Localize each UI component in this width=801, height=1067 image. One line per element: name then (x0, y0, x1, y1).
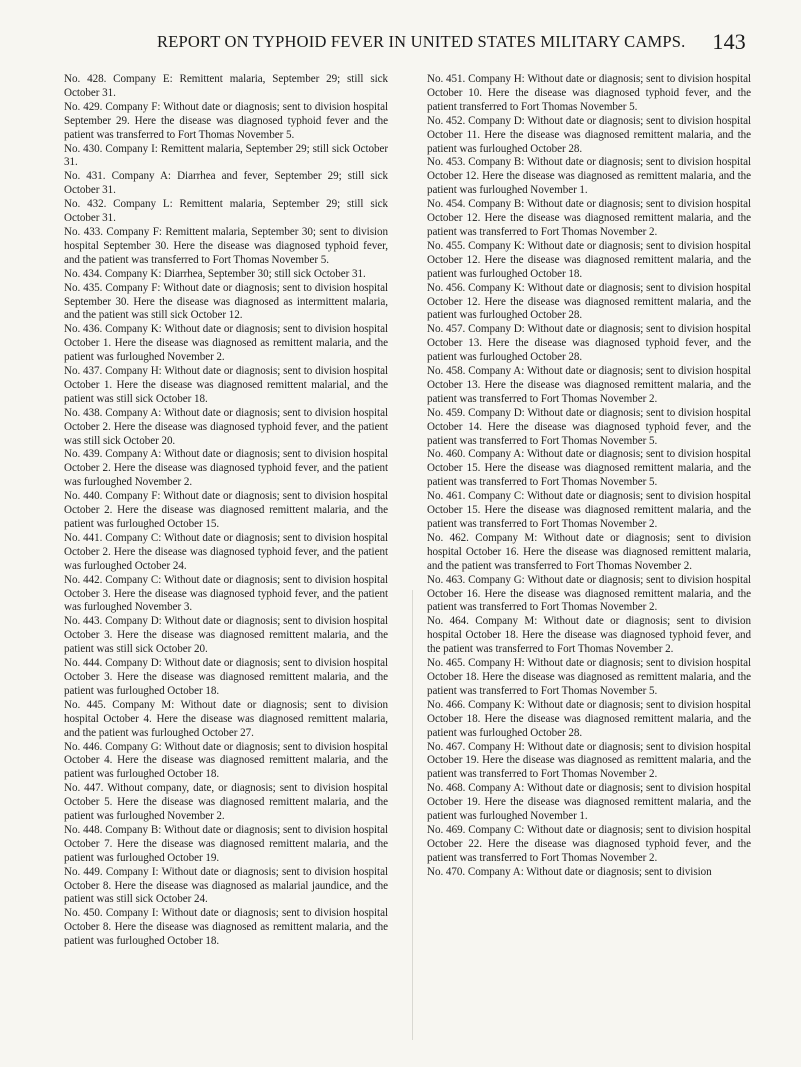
case-entry: No. 452. Company D: Without date or diagnosis; sent to division hospital October 11. Here the disease was diagnosed remittent malaria, and the patient was furloughed October 28. (427, 114, 751, 155)
case-entry: No. 438. Company A: Without date or diagnosis; sent to division hospital October 2. Here the disease was diagnosed typhoid fever, and the patient was still sick October 20. (64, 406, 388, 447)
page-number: 143 (712, 29, 746, 54)
running-title: REPORT ON TYPHOID FEVER IN UNITED STATES MILITARY CAMPS. (157, 32, 686, 51)
case-entry: No. 433. Company F: Remittent malaria, September 30; sent to division hospital September 30. Here the disease was diagnosed typhoid fever, and the patient was transferred to Fort Thomas November 5. (64, 225, 388, 266)
case-entry: No. 463. Company G: Without date or diagnosis; sent to division hospital October 16. Here the disease was diagnosed remittent malaria, and the patient was transferred to Fort Thomas November 2. (427, 573, 751, 614)
case-entry: No. 460. Company A: Without date or diagnosis; sent to division hospital October 15. Here the disease was diagnosed remittent malaria, and the patient was transferred to Fort Thomas November 5. (427, 448, 751, 489)
case-entry: No. 447. Without company, date, or diagnosis; sent to division hospital October 5. Here the disease was diagnosed remittent malaria, and the patient was furloughed November 2. (64, 782, 388, 823)
case-entry: No. 455. Company K: Without date or diagnosis; sent to division hospital October 12. Here the disease was diagnosed remittent malaria, and the patient was furloughed October 18. (427, 239, 751, 280)
case-entry: No. 468. Company A: Without date or diagnosis; sent to division hospital October 19. Here the disease was diagnosed remittent malaria, and the patient was furloughed November 1. (427, 782, 751, 823)
case-entry: No. 442. Company C: Without date or diagnosis; sent to division hospital October 3. Here the disease was diagnosed typhoid fever, and the patient was furloughed November 3. (64, 573, 388, 614)
case-entry: No. 459. Company D: Without date or diagnosis; sent to division hospital October 14. Here the disease was diagnosed typhoid fever, and the patient was transferred to Fort Thomas November 5. (427, 406, 751, 447)
case-entry: No. 440. Company F: Without date or diagnosis; sent to division hospital October 2. Here the disease was diagnosed remittent malaria, and the patient was furloughed October 15. (64, 490, 388, 530)
case-entry: No. 436. Company K: Without date or diagnosis; sent to division hospital October 1. Here the disease was diagnosed as remittent malaria, and the patient was furloughed November 2. (64, 323, 388, 364)
case-entry: No. 466. Company K: Without date or diagnosis; sent to division hospital October 18. Here the disease was diagnosed remittent malaria, and the patient was furloughed October 28. (427, 698, 751, 739)
case-entry: No. 439. Company A: Without date or diagnosis; sent to division hospital October 2. Here the disease was diagnosed typhoid fever, and the patient was furloughed November 2. (64, 448, 388, 489)
case-entry: No. 453. Company B: Without date or diagnosis; sent to division hospital October 12. Here the disease was diagnosed as remittent malaria, and the patient was furloughed November 1. (427, 156, 751, 197)
case-entry: No. 457. Company D: Without date or diagnosis; sent to division hospital October 13. Here the disease was diagnosed typhoid fever, and the patient was furloughed October 28. (427, 323, 751, 364)
case-entry: No. 462. Company M: Without date or diagnosis; sent to division hospital October 16. Here the disease was diagnosed remittent malaria, and the patient was transferred to Fort Thomas November 2. (427, 531, 751, 572)
case-entry: No. 444. Company D: Without date or diagnosis; sent to division hospital October 3. Here the disease was diagnosed remittent malaria, and the patient was furloughed October 18. (64, 657, 388, 697)
case-entry: No. 451. Company H: Without date or diagnosis; sent to division hospital October 10. Here the disease was diagnosed typhoid fever, and the patient transferred to Fort Thomas November 5. (427, 73, 751, 113)
case-entry: No. 445. Company M: Without date or diagnosis; sent to division hospital October 4. Here the disease was diagnosed remittent malaria, and the patient was furloughed October 27. (64, 698, 388, 739)
case-entry: No. 458. Company A: Without date or diagnosis; sent to division hospital October 13. Here the disease was diagnosed remittent malaria, and the patient was transferred to Fort Thomas November 2. (427, 365, 751, 405)
case-entry: No. 449. Company I: Without date or diagnosis; sent to division hospital October 8. Here the disease was diagnosed as malarial jaundice, and the patient was still sick October 24. (64, 865, 388, 906)
case-entry: No. 443. Company D: Without date or diagnosis; sent to division hospital October 3. Here the disease was diagnosed remittent malaria, and the patient was still sick October 20. (64, 615, 388, 656)
case-entry: No. 467. Company H: Without date or diagnosis; sent to division hospital October 19. Here the disease was diagnosed as remittent malaria, and the patient was transferred to Fort Thomas November 2. (427, 740, 751, 781)
case-entry: No. 450. Company I: Without date or diagnosis; sent to division hospital October 8. Here the disease was diagnosed as remittent malaria, and the patient was furloughed October 18. (64, 907, 388, 948)
case-entry: No. 432. Company L: Remittent malaria, September 29; still sick October 31. (64, 198, 388, 225)
case-entry: No. 456. Company K: Without date or diagnosis; sent to division hospital October 12. Here the disease was diagnosed remittent malaria, and the patient was furloughed October 28. (427, 281, 751, 322)
case-entry: No. 465. Company H: Without date or diagnosis; sent to division hospital October 18. Here the disease was diagnosed as remittent malaria, and the patient was transferred to Fort Thomas November 5. (427, 657, 751, 697)
case-entry: No. 461. Company C: Without date or diagnosis; sent to division hospital October 15. Here the disease was diagnosed remittent malaria, and the patient was transferred to Fort Thomas November 2. (427, 490, 751, 530)
case-entry: No. 431. Company A: Diarrhea and fever, September 29; still sick October 31. (64, 170, 388, 197)
page-header (62, 29, 746, 56)
case-entry: No. 446. Company G: Without date or diagnosis; sent to division hospital October 4. Here the disease was diagnosed remittent malaria, and the patient was furloughed October 18. (64, 740, 388, 781)
case-entry: No. 434. Company K: Diarrhea, September 30; still sick October 31. (64, 267, 366, 280)
case-entry: No. 454. Company B: Without date or diagnosis; sent to division hospital October 12. Here the disease was diagnosed remittent malaria, and the patient was transferred to Fort Thomas November 2. (427, 198, 751, 238)
case-entry: No. 435. Company F: Without date or diagnosis; sent to division hospital September 30. Here the disease was diagnosed as intermittent malaria, and the patient was still sick October 12. (64, 281, 388, 322)
case-entry: No. 437. Company H: Without date or diagnosis; sent to division hospital October 1. Here the disease was diagnosed remittent malarial, and the patient was still sick October 18. (64, 365, 388, 405)
case-entry: No. 429. Company F: Without date or diagnosis; sent to division hospital September 29. Here the disease was diagnosed typhoid fever and the patient was transferred to Fort Thomas November 5. (64, 100, 388, 141)
column-divider (412, 590, 413, 1040)
case-entry: No. 430. Company I: Remittent malaria, September 29; still sick October 31. (64, 142, 388, 169)
case-entry: No. 448. Company B: Without date or diagnosis; sent to division hospital October 7. Here the disease was diagnosed remittent malaria, and the patient was furloughed October 19. (64, 823, 388, 864)
right-column (427, 73, 751, 880)
left-column (64, 73, 388, 949)
case-entry: No. 441. Company C: Without date or diagnosis; sent to division hospital October 2. Here the disease was diagnosed typhoid fever, and the patient was furloughed October 24. (64, 531, 388, 572)
case-entry: No. 470. Company A: Without date or diagnosis; sent to division (427, 865, 712, 878)
case-entry: No. 469. Company C: Without date or diagnosis; sent to division hospital October 22. Here the disease was diagnosed typhoid fever, and the patient was transferred to Fort Thomas November 2. (427, 823, 751, 864)
case-entry: No. 464. Company M: Without date or diagnosis; sent to division hospital October 18. Here the disease was diagnosed typhoid fever, and the patient was transferred to Fort Thomas November 2. (427, 615, 751, 656)
case-entry: No. 428. Company E: Remittent malaria, September 29; still sick October 31. (64, 73, 388, 99)
